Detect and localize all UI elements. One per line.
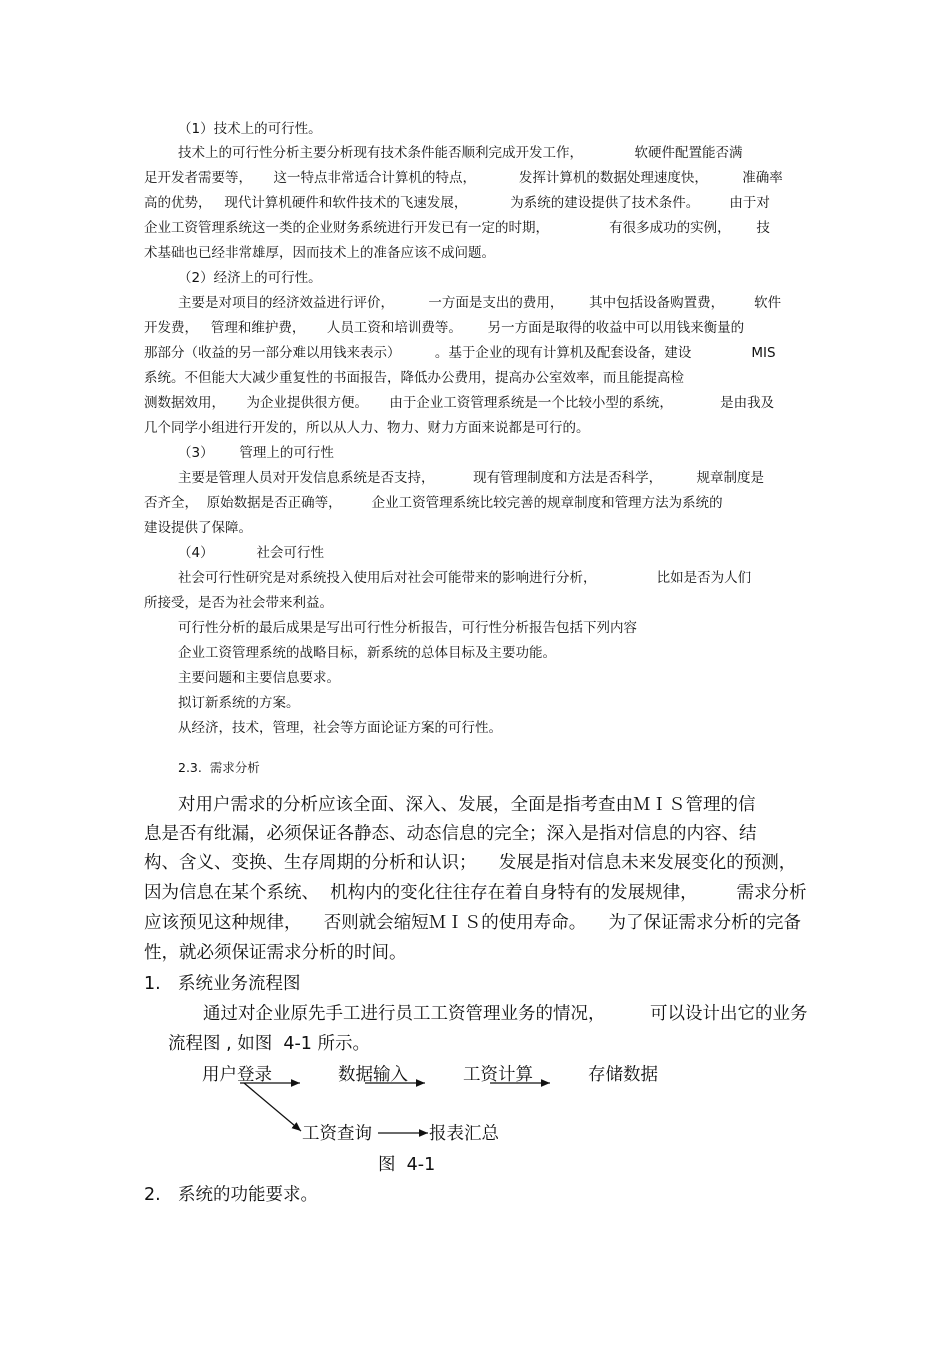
list-item-title: 系统业务流程图	[178, 974, 301, 994]
paragraph-line: 对用户需求的分析应该全面、深入、发展，全面是指考查由ＭＩＳ管理的信	[178, 795, 756, 815]
list-item: 企业工资管理系统的战略目标，新系统的总体目标及主要功能。	[178, 645, 556, 661]
paragraph-line: 高的优势， 现代计算机硬件和软件技术的飞速发展， 为系统的建设提供了技术条件。 由于对	[144, 195, 770, 211]
section-heading-requirements: 2.3. 需求分析	[178, 760, 260, 775]
list-item: 主要问题和主要信息要求。	[178, 670, 340, 686]
paragraph-line: 所接受，是否为社会带来利益。	[144, 595, 333, 611]
paragraph-line: 主要是管理人员对开发信息系统是否支持， 现有管理制度和方法是否科学， 规章制度是	[178, 470, 764, 486]
flow-node-calc: 工资计算	[463, 1065, 533, 1085]
flow-arrow	[244, 1083, 301, 1131]
paragraph-line: 构、含义、变换、生存周期的分析和认识； 发展是指对信息未来发展变化的预测，	[144, 853, 797, 873]
paragraph-line: 社会可行性研究是对系统投入使用后对社会可能带来的影响进行分析， 比如是否为人们	[178, 570, 752, 586]
paragraph-line: 几个同学小组进行开发的，所以从人力、物力、财力方面来说都是可行的。	[144, 420, 590, 436]
paragraph-line: 流程图 , 如图 4-1 所示。	[168, 1034, 370, 1054]
flow-node-query: 工资查询	[302, 1124, 372, 1144]
section-heading-social: （4） 社会可行性	[178, 545, 325, 561]
paragraph-line: 技术上的可行性分析主要分析现有技术条件能否顺利完成开发工作， 软硬件配置能否满	[178, 145, 743, 161]
list-item-title: 系统的功能要求。	[178, 1185, 318, 1205]
list-item: 拟订新系统的方案。	[178, 695, 300, 711]
section-heading-tech: （1）技术上的可行性。	[178, 121, 322, 137]
list-item-number: 2.	[144, 1185, 161, 1205]
paragraph-line: 应该预见这种规律， 否则就会缩短ＭＩＳ的使用寿命。 为了保证需求分析的完备	[144, 913, 801, 933]
flow-node-report: 报表汇总	[429, 1124, 499, 1144]
paragraph-line: 术基础也已经非常雄厚，因而技术上的准备应该不成问题。	[144, 245, 495, 261]
paragraph-line: 足开发者需要等， 这一特点非常适合计算机的特点， 发挥计算机的数据处理速度快， 准确率	[144, 170, 783, 186]
paragraph-line: 可行性分析的最后成果是写出可行性分析报告，可行性分析报告包括下列内容	[178, 620, 637, 636]
paragraph-line: 那部分（收益的另一部分难以用钱来表示） 。基于企业的现有计算机及配套设备，建设 MIS	[144, 345, 776, 361]
section-heading-econ: （2）经济上的可行性。	[178, 270, 322, 286]
paragraph-line: 通过对企业原先手工进行员工工资管理业务的情况， 可以设计出它的业务	[203, 1004, 808, 1024]
flow-node-input: 数据输入	[338, 1065, 408, 1085]
paragraph-line: 否齐全， 原始数据是否正确等， 企业工资管理系统比较完善的规章制度和管理方法为系统的	[144, 495, 723, 511]
section-heading-mgmt: （3） 管理上的可行性	[178, 445, 334, 461]
paragraph-line: 测数据效用， 为企业提供很方便。 由于企业工资管理系统是一个比较小型的系统， 是由我及	[144, 395, 775, 411]
flow-node-store: 存储数据	[588, 1065, 658, 1085]
list-item: 从经济，技术，管理，社会等方面论证方案的可行性。	[178, 720, 502, 736]
paragraph-line: 开发费， 管理和维护费， 人员工资和培训费等。 另一方面是取得的收益中可以用钱来衡量的	[144, 320, 745, 336]
list-item-number: 1.	[144, 974, 161, 994]
paragraph-line: 系统。不但能大大减少重复性的书面报告，降低办公费用，提高办公室效率，而且能提高检	[144, 370, 684, 386]
paragraph-line: 企业工资管理系统这一类的企业财务系统进行开发已有一定的时期， 有很多成功的实例， 技	[144, 220, 770, 236]
paragraph-line: 性，就必须保证需求分析的时间。	[144, 943, 407, 963]
flow-node-login: 用户登录	[202, 1065, 272, 1085]
paragraph-line: 建设提供了保障。	[144, 520, 252, 536]
paragraph-line: 因为信息在某个系统、 机构内的变化往往存在着自身特有的发展规律， 需求分析	[144, 883, 807, 903]
paragraph-line: 主要是对项目的经济效益进行评价， 一方面是支出的费用， 其中包括设备购置费， 软件	[178, 295, 782, 311]
figure-caption: 图 4-1	[378, 1155, 436, 1175]
paragraph-line: 息是否有纰漏，必须保证各静态、动态信息的完全；深入是指对信息的内容、结	[144, 824, 757, 844]
